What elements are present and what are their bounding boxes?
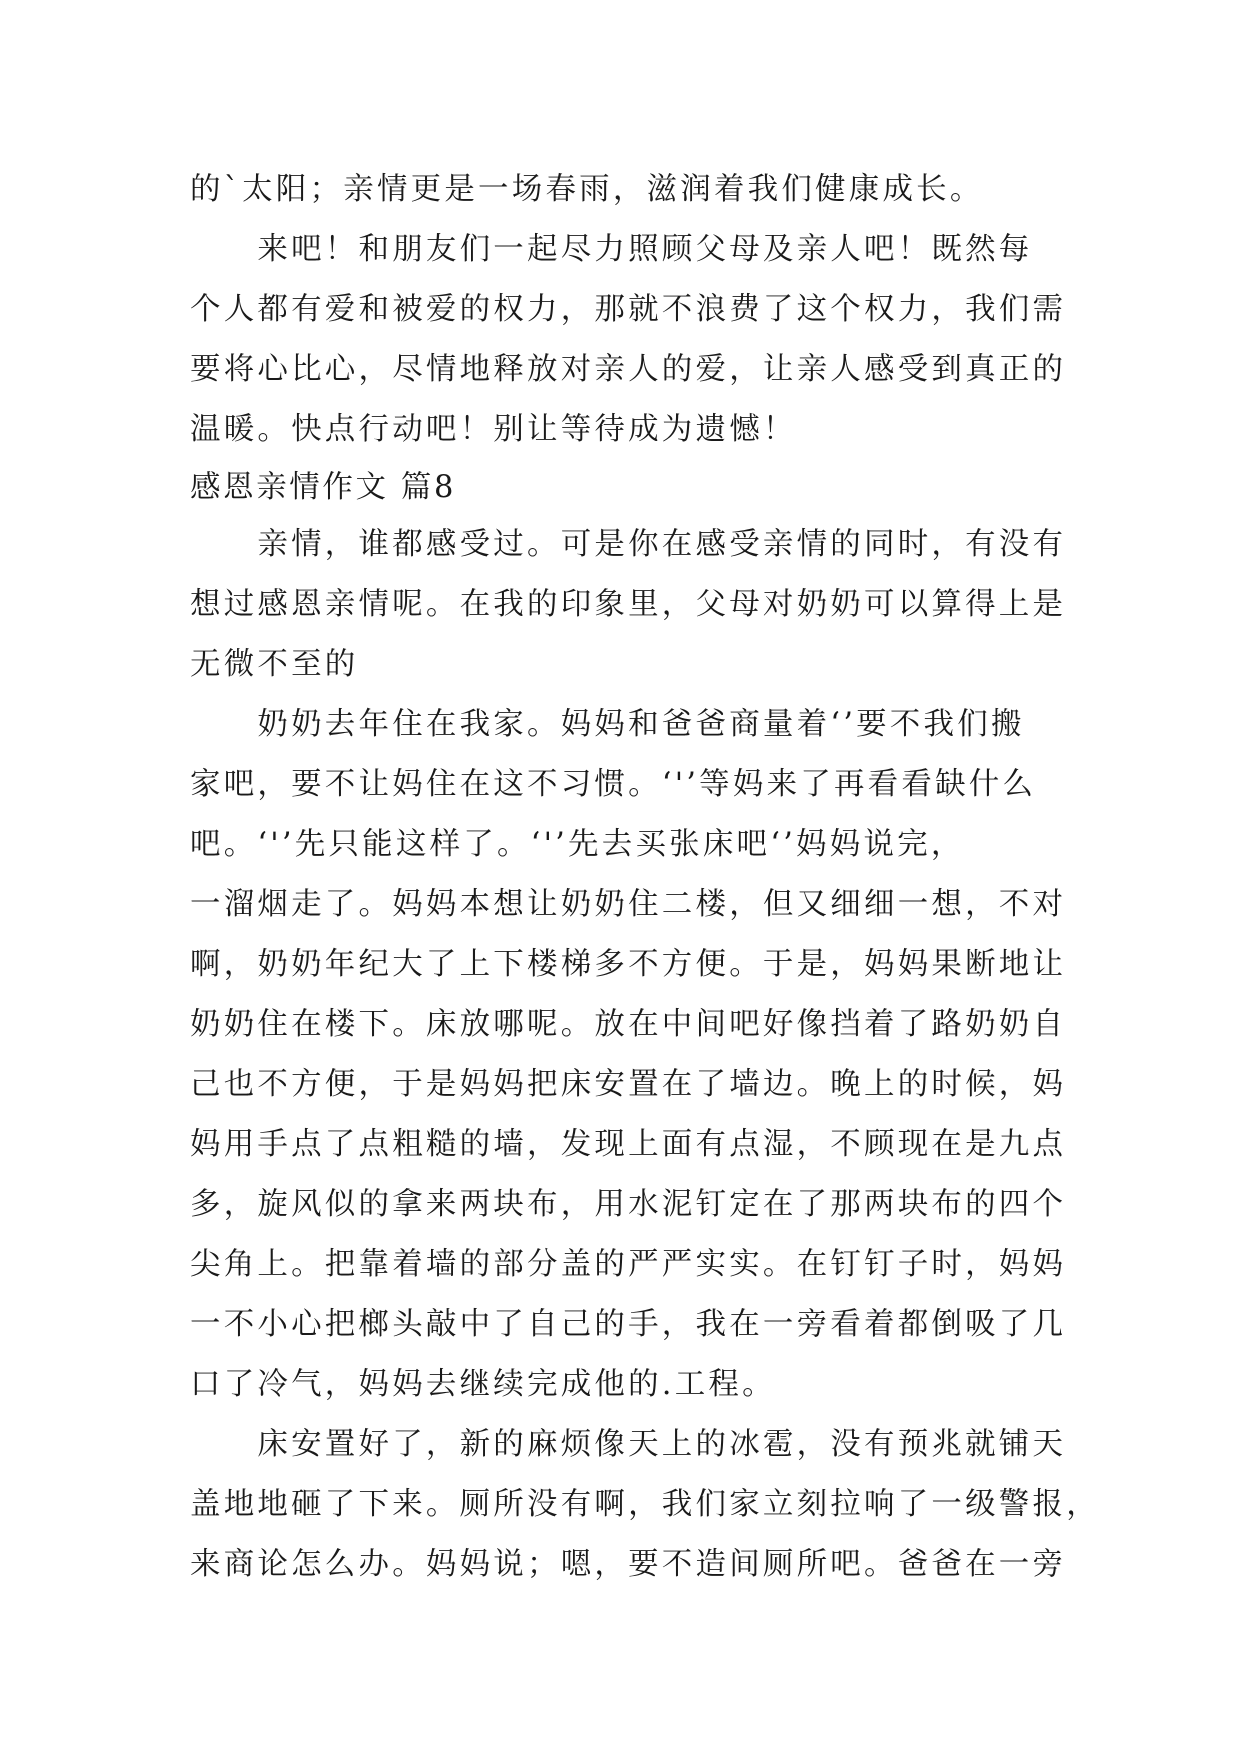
text-line: 温暖。快点行动吧！别让等待成为遗憾！ <box>190 412 797 447</box>
text-line: 亲情，谁都感受过。可是你在感受亲情的同时，有没有 <box>190 527 1067 562</box>
text-line: 奶奶去年住在我家。妈妈和爸爸商量着‘’要不我们搬 <box>190 707 1025 742</box>
text-line: 奶奶住在楼下。床放哪呢。放在中间吧好像挡着了路奶奶自 <box>190 1007 1067 1042</box>
section-heading: 感恩亲情作文 篇8 <box>190 470 456 505</box>
text-line: 一溜烟走了。妈妈本想让奶奶住二楼，但又细细一想，不对 <box>190 887 1067 922</box>
text-line: 要将心比心，尽情地释放对亲人的爱，让亲人感受到真正的 <box>190 352 1067 387</box>
text-line: 妈用手点了点粗糙的墙，发现上面有点湿，不顾现在是九点 <box>190 1127 1067 1162</box>
document-body <box>190 160 1100 1595</box>
text-line: 想过感恩亲情呢。在我的印象里，父母对奶奶可以算得上是 <box>190 587 1067 622</box>
text-line: 的`太阳；亲情更是一场春雨，滋润着我们健康成长。 <box>190 172 984 207</box>
text-line: 来商论怎么办。妈妈说；嗯，要不造间厕所吧。爸爸在一旁 <box>190 1547 1067 1582</box>
text-line: 己也不方便，于是妈妈把床安置在了墙边。晚上的时候，妈 <box>190 1067 1067 1102</box>
text-line: 床安置好了，新的麻烦像天上的冰雹，没有预兆就铺天 <box>190 1427 1067 1462</box>
text-line: 吧。‘'’先只能这样了。‘'’先去买张床吧‘’妈妈说完， <box>190 827 965 862</box>
text-line: 来吧！和朋友们一起尽力照顾父母及亲人吧！既然每 <box>190 232 1033 267</box>
text-line: 啊，奶奶年纪大了上下楼梯多不方便。于是，妈妈果断地让 <box>190 947 1067 982</box>
text-line: 盖地地砸了下来。厕所没有啊，我们家立刻拉响了一级警报， <box>190 1487 1100 1522</box>
text-line: 尖角上。把靠着墙的部分盖的严严实实。在钉钉子时，妈妈 <box>190 1247 1067 1282</box>
text-line: 多，旋风似的拿来两块布，用水泥钉定在了那两块布的四个 <box>190 1187 1067 1222</box>
text-line: 口了冷气，妈妈去继续完成他的.工程。 <box>190 1367 776 1402</box>
text-line: 一不小心把榔头敲中了自己的手，我在一旁看着都倒吸了几 <box>190 1307 1067 1342</box>
text-line: 个人都有爱和被爱的权力，那就不浪费了这个权力，我们需 <box>190 292 1067 327</box>
text-line: 无微不至的 <box>190 647 359 682</box>
text-line: 家吧，要不让妈住在这不习惯。‘'’等妈来了再看看缺什么 <box>190 767 1037 802</box>
